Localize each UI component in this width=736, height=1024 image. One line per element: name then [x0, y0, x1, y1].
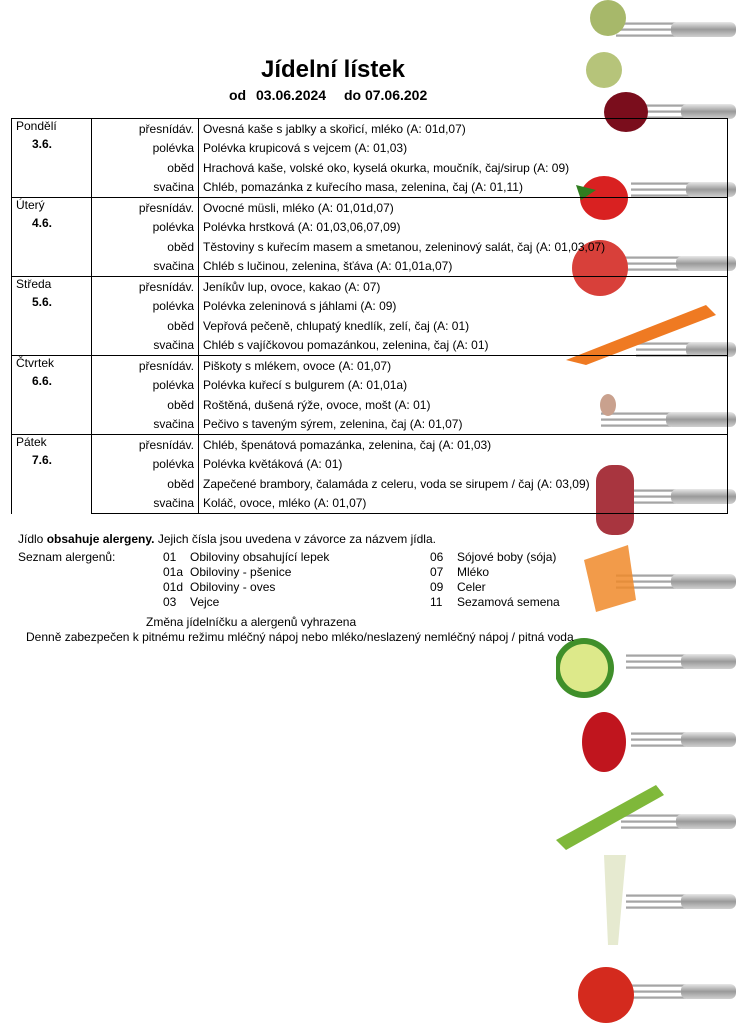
- allergen-code: 01d: [163, 580, 184, 594]
- range-to: 07.06.202: [364, 87, 428, 103]
- allergen-list-label: Seznam alergenů:: [18, 550, 116, 564]
- dish-text: Chléb s vajíčkovou pomazánkou, zelenina, čaj (A: 01): [199, 336, 728, 356]
- meal-label: oběd: [92, 316, 199, 336]
- allergen-item: [430, 595, 560, 610]
- table-row: [12, 277, 728, 297]
- allergen-code: 07: [430, 565, 444, 579]
- day-name: Úterý: [16, 198, 45, 212]
- meal-label: polévka: [92, 455, 199, 475]
- allergen-name: Vejce: [190, 595, 220, 609]
- table-row: [12, 474, 728, 494]
- allergen-name: Obiloviny - pšenice: [190, 565, 292, 579]
- menu-table: [11, 118, 728, 514]
- note-bold: obsahuje alergeny.: [46, 532, 155, 546]
- day-cell: [12, 277, 92, 356]
- allergen-item: [430, 565, 560, 580]
- allergen-list-right: [430, 550, 560, 610]
- meal-label: oběd: [92, 237, 199, 257]
- table-row: [12, 218, 728, 238]
- allergen-code: 01: [163, 550, 177, 564]
- meal-label: přesnídáv.: [92, 356, 199, 376]
- dish-text: Zapečené brambory, čalamáda z celeru, voda se sirupem / čaj (A: 03,09): [199, 474, 728, 494]
- dish-text: Jeníkův lup, ovoce, kakao (A: 07): [199, 277, 728, 297]
- table-row: [12, 237, 728, 257]
- allergen-note: [18, 532, 436, 546]
- table-row: [12, 178, 728, 198]
- dish-text: Chléb, pomazánka z kuřecího masa, zelenina, čaj (A: 01,11): [199, 178, 728, 198]
- meal-label: svačina: [92, 336, 199, 356]
- day-name: Čtvrtek: [16, 356, 55, 370]
- day-name: Pondělí: [16, 119, 57, 133]
- day-date: 7.6.: [32, 453, 53, 467]
- page-title: Jídelní lístek: [260, 56, 406, 83]
- meal-label: oběd: [92, 474, 199, 494]
- table-row: [12, 494, 728, 514]
- allergen-name: Obiloviny obsahující lepek: [190, 550, 330, 564]
- allergen-item: [163, 565, 329, 580]
- table-row: [12, 455, 728, 475]
- range-to-label: do: [343, 87, 362, 103]
- allergen-name: Celer: [457, 580, 486, 594]
- table-row: [12, 395, 728, 415]
- dish-text: Polévka květáková (A: 01): [199, 455, 728, 475]
- table-row: [12, 297, 728, 317]
- day-cell: [12, 198, 92, 277]
- allergen-code: 09: [430, 580, 444, 594]
- day-date: 6.6.: [32, 374, 53, 388]
- meal-label: oběd: [92, 395, 199, 415]
- dish-text: Koláč, ovoce, mléko (A: 01,07): [199, 494, 728, 514]
- table-row: [12, 356, 728, 376]
- dish-text: Chléb s lučinou, zelenina, šťáva (A: 01,01a,07): [199, 257, 728, 277]
- footer-drinking-note: Denně zabezpečen k pitnému režimu mléčný nápoj nebo mléko/neslazený nemléčný nápoj / pitná voda: [26, 630, 574, 644]
- meal-label: svačina: [92, 257, 199, 277]
- allergen-item: [430, 580, 560, 595]
- day-name: Pátek: [16, 435, 47, 449]
- day-cell: [12, 356, 92, 435]
- allergen-code: 01a: [163, 565, 184, 579]
- table-row: [12, 415, 728, 435]
- meal-label: přesnídáv.: [92, 198, 199, 218]
- allergen-name: Mléko: [457, 565, 490, 579]
- table-row: [12, 119, 728, 139]
- meal-label: oběd: [92, 158, 199, 178]
- meal-label: polévka: [92, 297, 199, 317]
- allergen-item: [163, 550, 329, 565]
- allergen-name: Sezamová semena: [457, 595, 560, 609]
- dish-text: Piškoty s mlékem, ovoce (A: 01,07): [199, 356, 728, 376]
- range-from-label: od: [229, 87, 247, 103]
- allergen-item: [163, 595, 329, 610]
- dish-text: Polévka zeleninová s jáhlami (A: 09): [199, 297, 728, 317]
- table-row: [12, 139, 728, 159]
- note-text: Jídlo: [18, 532, 47, 546]
- day-date: 5.6.: [32, 295, 53, 309]
- meal-label: přesnídáv.: [92, 435, 199, 455]
- table-row: [12, 198, 728, 218]
- table-row: [12, 336, 728, 356]
- meal-label: polévka: [92, 218, 199, 238]
- table-row: [12, 376, 728, 396]
- dish-text: Polévka krupicová s vejcem (A: 01,03): [199, 139, 728, 159]
- date-range: [229, 87, 427, 103]
- allergen-code: 03: [163, 595, 177, 609]
- allergen-code: 11: [430, 595, 443, 609]
- meal-label: svačina: [92, 415, 199, 435]
- note-text-rest: Jejich čísla jsou uvedena v závorce za názvem jídla.: [154, 532, 436, 546]
- dish-text: Chléb, špenátová pomazánka, zelenina, čaj (A: 01,03): [199, 435, 728, 455]
- dish-text: Těstoviny s kuřecím masem a smetanou, zeleninový salát, čaj (A: 01,03,07): [199, 237, 728, 257]
- meal-label: svačina: [92, 178, 199, 198]
- dish-text: Vepřová pečeně, chlupatý knedlík, zelí, čaj (A: 01): [199, 316, 728, 336]
- allergen-code: 06: [430, 550, 444, 564]
- allergen-name: Obiloviny - oves: [190, 580, 276, 594]
- meal-label: polévka: [92, 376, 199, 396]
- table-row: [12, 316, 728, 336]
- day-cell: [12, 435, 92, 514]
- table-row: [12, 257, 728, 277]
- dish-text: Ovocné müsli, mléko (A: 01,01d,07): [199, 198, 728, 218]
- meal-label: polévka: [92, 139, 199, 159]
- day-cell: [12, 119, 92, 198]
- dish-text: Polévka kuřecí s bulgurem (A: 01,01a): [199, 376, 728, 396]
- allergen-item: [430, 550, 560, 565]
- allergen-name: Sójové boby (sója): [457, 550, 557, 564]
- meal-label: svačina: [92, 494, 199, 514]
- dish-text: Roštěná, dušená rýže, ovoce, mošt (A: 01): [199, 395, 728, 415]
- table-row: [12, 435, 728, 455]
- allergen-item: [163, 580, 329, 595]
- dish-text: Hrachová kaše, volské oko, kyselá okurka, moučník, čaj/sirup (A: 09): [199, 158, 728, 178]
- allergen-list-left: [163, 550, 329, 610]
- dish-text: Ovesná kaše s jablky a skořicí, mléko (A: 01d,07): [199, 119, 728, 139]
- dish-text: Polévka hrstková (A: 01,03,06,07,09): [199, 218, 728, 238]
- day-date: 3.6.: [32, 137, 53, 151]
- range-from: 03.06.2024: [256, 87, 327, 103]
- table-row: [12, 158, 728, 178]
- footer-change-note: Změna jídelníčku a alergenů vyhrazena: [146, 615, 357, 629]
- day-date: 4.6.: [32, 216, 53, 230]
- dish-text: Pečivo s taveným sýrem, zelenina, čaj (A: 01,07): [199, 415, 728, 435]
- meal-label: přesnídáv.: [92, 119, 199, 139]
- day-name: Středa: [16, 277, 52, 291]
- meal-label: přesnídáv.: [92, 277, 199, 297]
